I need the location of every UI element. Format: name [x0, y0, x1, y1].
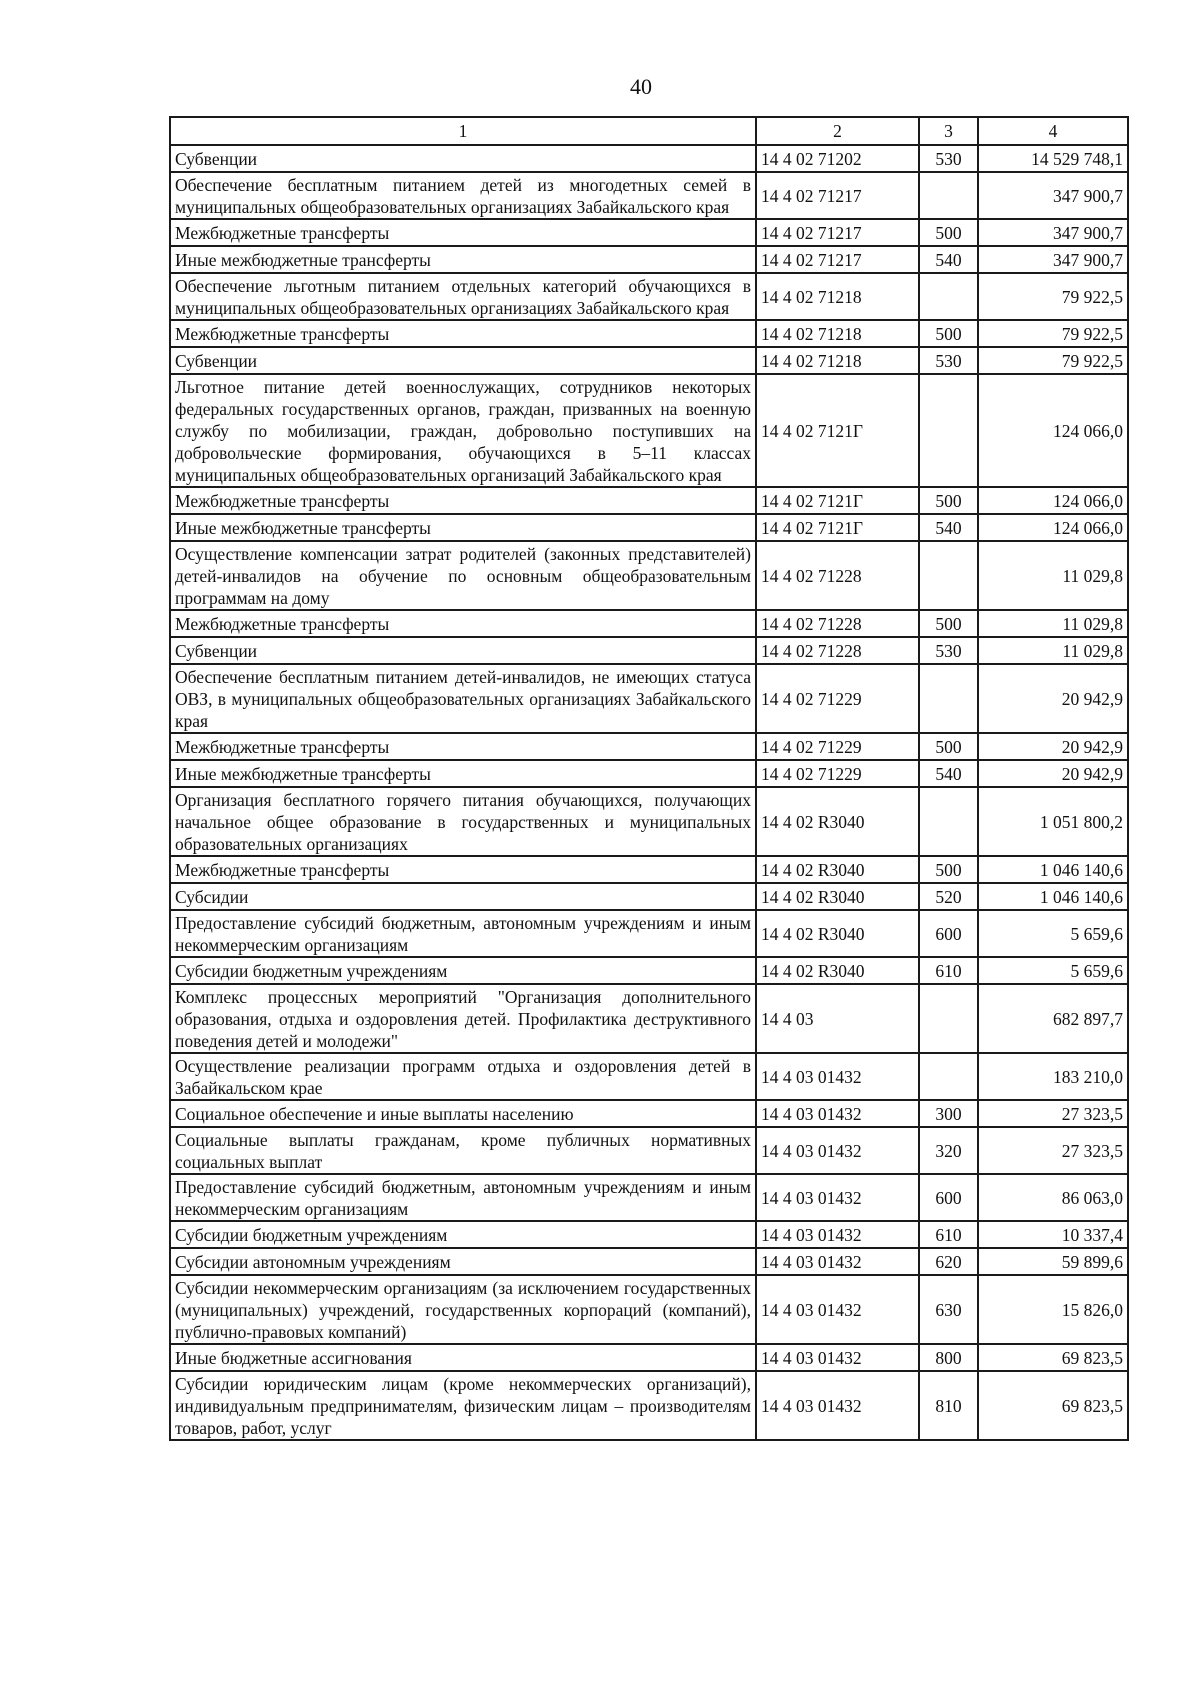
- cell-code: 14 4 02 71229: [756, 760, 919, 787]
- cell-code: 14 4 03 01432: [756, 1344, 919, 1371]
- table-row: [170, 984, 1128, 1053]
- cell-name: Иные межбюджетные трансферты: [170, 760, 756, 787]
- cell-kind: 500: [919, 733, 978, 760]
- cell-amount: 11 029,8: [978, 610, 1128, 637]
- cell-code: 14 4 02 71218: [756, 320, 919, 347]
- cell-code: 14 4 03 01432: [756, 1221, 919, 1248]
- cell-name: Субвенции: [170, 637, 756, 664]
- cell-name: Межбюджетные трансферты: [170, 320, 756, 347]
- table-row: [170, 514, 1128, 541]
- table-row: [170, 487, 1128, 514]
- table-row: [170, 219, 1128, 246]
- cell-kind: 500: [919, 320, 978, 347]
- cell-code: 14 4 02 71229: [756, 733, 919, 760]
- cell-amount: 14 529 748,1: [978, 145, 1128, 172]
- cell-code: 14 4 03 01432: [756, 1100, 919, 1127]
- cell-amount: 5 659,6: [978, 910, 1128, 957]
- table-row: [170, 347, 1128, 374]
- cell-kind: 610: [919, 1221, 978, 1248]
- table-row: [170, 856, 1128, 883]
- cell-code: 14 4 02 7121Г: [756, 514, 919, 541]
- table-row: [170, 1221, 1128, 1248]
- cell-code: 14 4 02 71228: [756, 610, 919, 637]
- cell-amount: 124 066,0: [978, 374, 1128, 487]
- table-row: [170, 1100, 1128, 1127]
- cell-kind: 600: [919, 910, 978, 957]
- cell-amount: 86 063,0: [978, 1174, 1128, 1221]
- cell-amount: 347 900,7: [978, 246, 1128, 273]
- cell-amount: 15 826,0: [978, 1275, 1128, 1344]
- cell-code: 14 4 03 01432: [756, 1127, 919, 1174]
- cell-code: 14 4 02 71218: [756, 347, 919, 374]
- cell-kind: 600: [919, 1174, 978, 1221]
- table-row: [170, 273, 1128, 320]
- table-row: [170, 957, 1128, 984]
- cell-code: 14 4 02 71218: [756, 273, 919, 320]
- cell-kind: [919, 664, 978, 733]
- header-col-amount: 4: [978, 117, 1128, 145]
- cell-name: Обеспечение бесплатным питанием детей-инвалидов, не имеющих статуса ОВЗ, в муниципальных общеобразовательных организациях Забайкальского края: [170, 664, 756, 733]
- table-row: [170, 787, 1128, 856]
- cell-code: 14 4 02 71202: [756, 145, 919, 172]
- cell-amount: 27 323,5: [978, 1127, 1128, 1174]
- cell-kind: 500: [919, 856, 978, 883]
- cell-amount: 347 900,7: [978, 219, 1128, 246]
- cell-kind: 610: [919, 957, 978, 984]
- cell-amount: 20 942,9: [978, 760, 1128, 787]
- cell-amount: 1 051 800,2: [978, 787, 1128, 856]
- cell-code: 14 4 02 7121Г: [756, 487, 919, 514]
- table-row: [170, 1248, 1128, 1275]
- cell-name: Социальные выплаты гражданам, кроме публичных нормативных социальных выплат: [170, 1127, 756, 1174]
- cell-name: Межбюджетные трансферты: [170, 610, 756, 637]
- cell-amount: 11 029,8: [978, 637, 1128, 664]
- page-number: 40: [630, 74, 652, 99]
- cell-amount: 682 897,7: [978, 984, 1128, 1053]
- cell-kind: 630: [919, 1275, 978, 1344]
- cell-amount: 5 659,6: [978, 957, 1128, 984]
- header-col-name: 1: [170, 117, 756, 145]
- cell-code: 14 4 02 71217: [756, 219, 919, 246]
- cell-amount: 183 210,0: [978, 1053, 1128, 1100]
- cell-name: Субсидии бюджетным учреждениям: [170, 957, 756, 984]
- cell-code: 14 4 02 7121Г: [756, 374, 919, 487]
- table-row: [170, 374, 1128, 487]
- table-row: [170, 320, 1128, 347]
- cell-kind: 500: [919, 487, 978, 514]
- cell-name: Субсидии: [170, 883, 756, 910]
- cell-code: 14 4 02 R3040: [756, 787, 919, 856]
- cell-name: Межбюджетные трансферты: [170, 733, 756, 760]
- cell-amount: 79 922,5: [978, 273, 1128, 320]
- cell-code: 14 4 03 01432: [756, 1248, 919, 1275]
- cell-code: 14 4 02 R3040: [756, 856, 919, 883]
- cell-kind: 540: [919, 514, 978, 541]
- cell-kind: 530: [919, 637, 978, 664]
- cell-kind: [919, 273, 978, 320]
- table-header: [170, 117, 1128, 145]
- cell-name: Комплекс процессных мероприятий "Организация дополнительного образования, отдыха и оздоровления детей. Профилактика деструктивного поведения детей и молодежи": [170, 984, 756, 1053]
- cell-kind: 810: [919, 1371, 978, 1440]
- table-row: [170, 541, 1128, 610]
- cell-amount: 20 942,9: [978, 664, 1128, 733]
- table-row: [170, 733, 1128, 760]
- cell-kind: 540: [919, 246, 978, 273]
- budget-table: [169, 116, 1129, 1441]
- cell-name: Субсидии некоммерческим организациям (за исключением государственных (муниципальных) учреждений, государственных корпораций (компаний), публично-правовых компаний): [170, 1275, 756, 1344]
- cell-name: Социальное обеспечение и иные выплаты населению: [170, 1100, 756, 1127]
- cell-code: 14 4 02 R3040: [756, 957, 919, 984]
- table-row: [170, 637, 1128, 664]
- cell-code: 14 4 03 01432: [756, 1275, 919, 1344]
- cell-kind: [919, 984, 978, 1053]
- cell-name: Льготное питание детей военнослужащих, сотрудников некоторых федеральных государственных органов, граждан, призванных на военную службу по мобилизации, граждан, добровольно поступивших на добровольческие формирования, обучающихся в 5–11 классах муниципальных общеобразовательных организаций Забайкальского края: [170, 374, 756, 487]
- cell-code: 14 4 02 71228: [756, 637, 919, 664]
- table-row: [170, 664, 1128, 733]
- table-row: [170, 610, 1128, 637]
- cell-name: Предоставление субсидий бюджетным, автономным учреждениям и иным некоммерческим организациям: [170, 1174, 756, 1221]
- table-row: [170, 1344, 1128, 1371]
- cell-amount: 69 823,5: [978, 1344, 1128, 1371]
- cell-amount: 27 323,5: [978, 1100, 1128, 1127]
- cell-kind: [919, 1053, 978, 1100]
- cell-kind: 530: [919, 145, 978, 172]
- cell-name: Иные межбюджетные трансферты: [170, 514, 756, 541]
- cell-code: 14 4 02 R3040: [756, 883, 919, 910]
- cell-kind: 500: [919, 610, 978, 637]
- table-row: [170, 1174, 1128, 1221]
- cell-amount: 79 922,5: [978, 320, 1128, 347]
- cell-name: Осуществление реализации программ отдыха и оздоровления детей в Забайкальском крае: [170, 1053, 756, 1100]
- cell-code: 14 4 02 71217: [756, 172, 919, 219]
- cell-kind: 540: [919, 760, 978, 787]
- cell-amount: 347 900,7: [978, 172, 1128, 219]
- cell-kind: [919, 172, 978, 219]
- cell-name: Обеспечение льготным питанием отдельных категорий обучающихся в муниципальных общеобразовательных организациях Забайкальского края: [170, 273, 756, 320]
- cell-kind: 620: [919, 1248, 978, 1275]
- cell-name: Субсидии бюджетным учреждениям: [170, 1221, 756, 1248]
- header-col-kind: 3: [919, 117, 978, 145]
- cell-amount: 59 899,6: [978, 1248, 1128, 1275]
- cell-name: Межбюджетные трансферты: [170, 856, 756, 883]
- cell-code: 14 4 02 71229: [756, 664, 919, 733]
- cell-kind: 800: [919, 1344, 978, 1371]
- cell-name: Субвенции: [170, 347, 756, 374]
- cell-kind: [919, 541, 978, 610]
- cell-code: 14 4 02 71217: [756, 246, 919, 273]
- table-row: [170, 172, 1128, 219]
- cell-amount: 1 046 140,6: [978, 856, 1128, 883]
- cell-code: 14 4 02 R3040: [756, 910, 919, 957]
- cell-kind: 500: [919, 219, 978, 246]
- table-row: [170, 883, 1128, 910]
- cell-name: Межбюджетные трансферты: [170, 487, 756, 514]
- table-row: [170, 1127, 1128, 1174]
- cell-kind: [919, 374, 978, 487]
- table-row: [170, 1275, 1128, 1344]
- table-row: [170, 246, 1128, 273]
- table-row: [170, 760, 1128, 787]
- cell-name: Субсидии юридическим лицам (кроме некоммерческих организаций), индивидуальным предпринимателям, физическим лицам – производителям товаров, работ, услуг: [170, 1371, 756, 1440]
- cell-kind: 530: [919, 347, 978, 374]
- cell-name: Осуществление компенсации затрат родителей (законных представителей) детей-инвалидов на обучение по основным общеобразовательным программам на дому: [170, 541, 756, 610]
- table-row: [170, 145, 1128, 172]
- table-row: [170, 1053, 1128, 1100]
- cell-kind: 300: [919, 1100, 978, 1127]
- cell-kind: [919, 787, 978, 856]
- table-row: [170, 910, 1128, 957]
- cell-name: Межбюджетные трансферты: [170, 219, 756, 246]
- cell-amount: 124 066,0: [978, 514, 1128, 541]
- cell-code: 14 4 03 01432: [756, 1371, 919, 1440]
- cell-kind: 320: [919, 1127, 978, 1174]
- cell-code: 14 4 03 01432: [756, 1053, 919, 1100]
- cell-amount: 79 922,5: [978, 347, 1128, 374]
- cell-amount: 20 942,9: [978, 733, 1128, 760]
- cell-name: Иные бюджетные ассигнования: [170, 1344, 756, 1371]
- cell-kind: 520: [919, 883, 978, 910]
- cell-amount: 124 066,0: [978, 487, 1128, 514]
- header-col-code: 2: [756, 117, 919, 145]
- cell-name: Субсидии автономным учреждениям: [170, 1248, 756, 1275]
- cell-name: Обеспечение бесплатным питанием детей из многодетных семей в муниципальных общеобразовательных организациях Забайкальского края: [170, 172, 756, 219]
- cell-code: 14 4 03: [756, 984, 919, 1053]
- cell-amount: 69 823,5: [978, 1371, 1128, 1440]
- cell-name: Предоставление субсидий бюджетным, автономным учреждениям и иным некоммерческим организациям: [170, 910, 756, 957]
- cell-amount: 11 029,8: [978, 541, 1128, 610]
- cell-amount: 10 337,4: [978, 1221, 1128, 1248]
- table-body: [170, 145, 1128, 1440]
- cell-code: 14 4 03 01432: [756, 1174, 919, 1221]
- cell-name: Иные межбюджетные трансферты: [170, 246, 756, 273]
- cell-name: Субвенции: [170, 145, 756, 172]
- cell-amount: 1 046 140,6: [978, 883, 1128, 910]
- cell-code: 14 4 02 71228: [756, 541, 919, 610]
- cell-name: Организация бесплатного горячего питания обучающихся, получающих начальное общее образование в государственных и муниципальных образовательных организациях: [170, 787, 756, 856]
- table-row: [170, 1371, 1128, 1440]
